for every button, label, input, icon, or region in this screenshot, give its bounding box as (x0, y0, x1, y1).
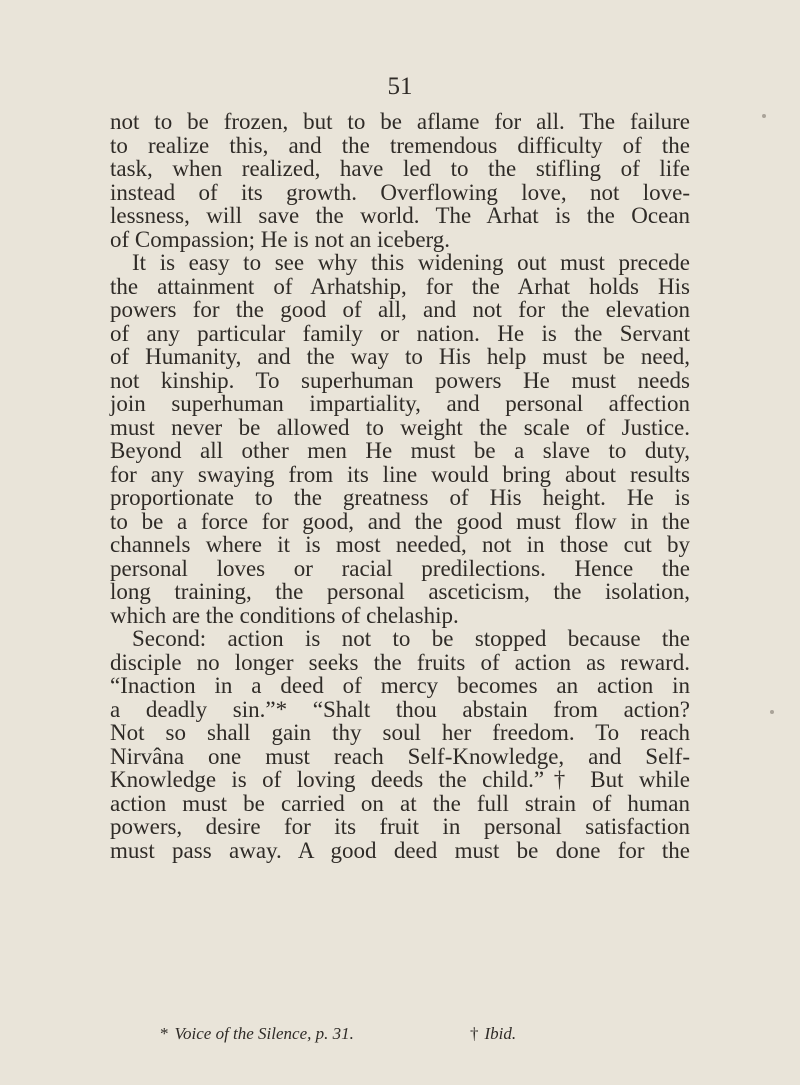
text-line: of Compassion; He is not an iceberg. (110, 226, 451, 252)
body-text (110, 110, 690, 862)
text-line: must pass away. A good deed must be done for the (110, 837, 690, 863)
text-line: instead of its growth. Overflowing love, not love- (110, 179, 690, 205)
text-line: lessness, will save the world. The Arhat is the Ocean (110, 203, 690, 228)
text-line: powers for the good of all, and not for the elevation (110, 297, 690, 322)
page-number: 51 (387, 73, 413, 100)
text-line: must never be allowed to weight the scale of Justice. (110, 414, 690, 440)
text-line: to realize this, and the tremendous difficulty of the (110, 132, 690, 158)
text-line: for any swaying from its line would bring about results (110, 461, 690, 487)
footnote-text: Voice of the Silence, p. 31. (174, 1024, 354, 1043)
text-line: a deadly sin.”* “Shalt thou abstain from action? (110, 696, 690, 722)
text-line: personal loves or racial predilections. Hence the (110, 555, 690, 581)
footnote-text: Ibid. (484, 1024, 517, 1043)
text-line: not kinship. To superhuman powers He must needs (110, 367, 690, 393)
text-line: Not so shall gain thy soul her freedom. To reach (110, 720, 690, 745)
text-line: proportionate to the greatness of His height. He is (110, 485, 690, 510)
text-line: join superhuman impartiality, and personal affection (110, 391, 690, 416)
footnote-mark: * (160, 1024, 169, 1043)
text-line: Beyond all other men He must be a slave to duty, (110, 438, 690, 463)
text-line: channels where it is most needed, not in those cut by (110, 532, 690, 557)
paragraph-start-line: It is easy to see why this widening out must precede (132, 250, 690, 275)
text-line: task, when realized, have led to the stifling of life (110, 156, 690, 181)
footnote-mark: † (470, 1024, 479, 1043)
footnote (160, 1023, 354, 1045)
text-line: to be a force for good, and the good must flow in the (110, 508, 690, 534)
text-line: powers, desire for its fruit in personal satisfaction (110, 814, 690, 839)
text-line: disciple no longer seeks the fruits of action as reward. (110, 649, 690, 675)
text-line: long training, the personal asceticism, the isolation, (110, 579, 690, 604)
text-line: action must be carried on at the full strain of human (110, 790, 690, 816)
paper-speck (770, 710, 774, 714)
paper-speck (762, 114, 766, 118)
text-line: Nirvâna one must reach Self-Knowledge, and Self- (110, 743, 690, 769)
text-line: the attainment of Arhatship, for the Arhat holds His (110, 273, 690, 299)
text-line: not to be frozen, but to be aflame for all. The failure (110, 109, 690, 134)
text-line: “Inaction in a deed of mercy becomes an action in (110, 673, 690, 698)
text-line: Knowledge is of loving deeds the child.”† But while (110, 767, 690, 792)
paragraph-start-line: Second: action is not to be stopped because the (132, 626, 690, 651)
text-line: which are the conditions of chelaship. (110, 602, 459, 628)
text-line: of any particular family or nation. He is the Servant (110, 320, 690, 346)
text-line: of Humanity, and the way to His help must be need, (110, 344, 690, 369)
footnote (470, 1023, 516, 1045)
